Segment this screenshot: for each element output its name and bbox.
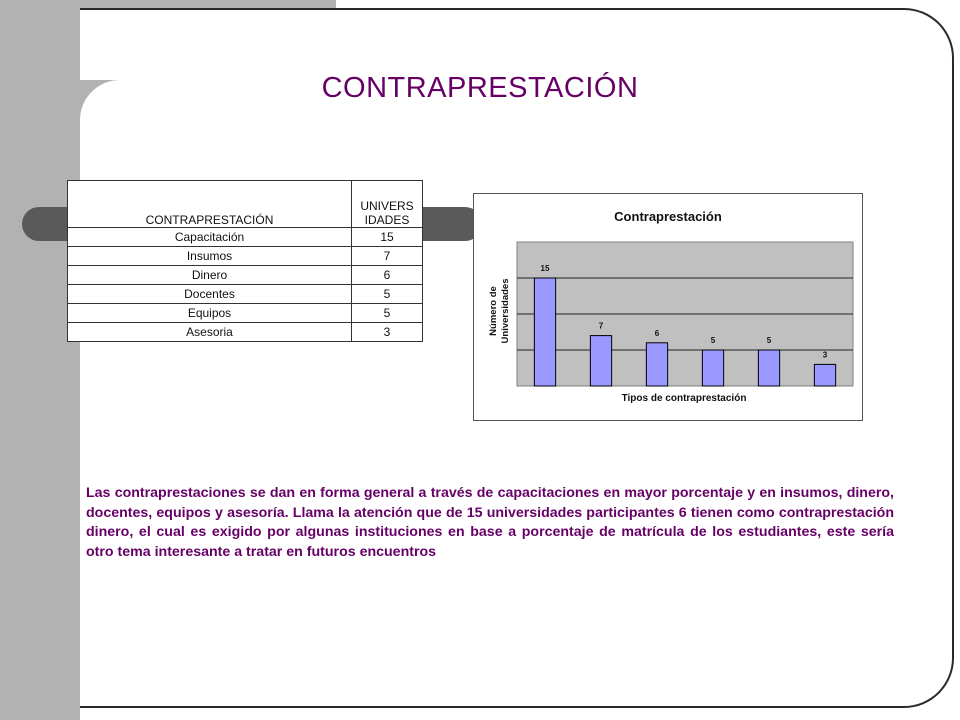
bar-chart [474, 194, 862, 420]
table-row [68, 285, 423, 304]
bar [646, 343, 667, 386]
bar-data-label: 15 [540, 264, 550, 273]
table-cell-label: Capacitación [68, 228, 352, 247]
bar [534, 278, 555, 386]
table-cell-label: Insumos [68, 247, 352, 266]
table-cell-value: 15 [352, 228, 423, 247]
bar-data-label: 7 [598, 321, 604, 331]
chart-title: Contraprestación [614, 209, 722, 224]
data-table [67, 180, 423, 342]
chart-ylabel-line1: Número de [488, 286, 499, 336]
table-cell-value: 6 [352, 266, 423, 285]
plot-area [517, 242, 853, 386]
description-paragraph: Las contraprestaciones se dan en forma general a través de capacitaciones en mayor porcentaje y en insumos, dinero, docentes, equipos y asesoría. Llama la atención que de 15 universidades participantes 6 tienen como contraprestación dinero, el cual es exigido por algunas instituciones en base a porcentaje de matrícula de los estudiantes, este sería otro tema interesante a tratar en futuros encuentros [86, 485, 894, 560]
bar-data-label: 5 [766, 336, 772, 345]
page-title: CONTRAPRESTACIÓN [321, 72, 639, 104]
table-cell-value: 5 [352, 285, 423, 304]
bar [814, 364, 835, 386]
table-cell-value: 7 [352, 247, 423, 266]
table-row [68, 323, 423, 342]
table-row [68, 247, 423, 266]
chart-ylabel-line2: Universidades [500, 278, 511, 344]
table-cell-value: 3 [352, 323, 423, 342]
table-header-cell: CONTRAPRESTACIÓN [68, 181, 352, 228]
table-cell-label: Docentes [68, 285, 352, 304]
bar-data-label: 3 [822, 350, 828, 360]
frame-block-left [0, 0, 80, 720]
table-row [68, 266, 423, 285]
bar-data-label: 5 [710, 336, 716, 345]
table-cell-label: Dinero [68, 266, 352, 285]
chart-box [473, 193, 863, 421]
table-cell-value: 5 [352, 304, 423, 323]
bar-data-label: 6 [654, 328, 660, 338]
table-cell-label: Equipos [68, 304, 352, 323]
table-row [68, 304, 423, 323]
table-row [68, 228, 423, 247]
table-cell-label: Asesoria [68, 323, 352, 342]
chart-xlabel: Tipos de contraprestación [621, 393, 747, 404]
table-header-cell: UNIVERS IDADES [352, 181, 423, 228]
table-header-row [68, 181, 423, 228]
bar [590, 336, 611, 386]
bar [758, 350, 779, 386]
bar [702, 350, 723, 386]
